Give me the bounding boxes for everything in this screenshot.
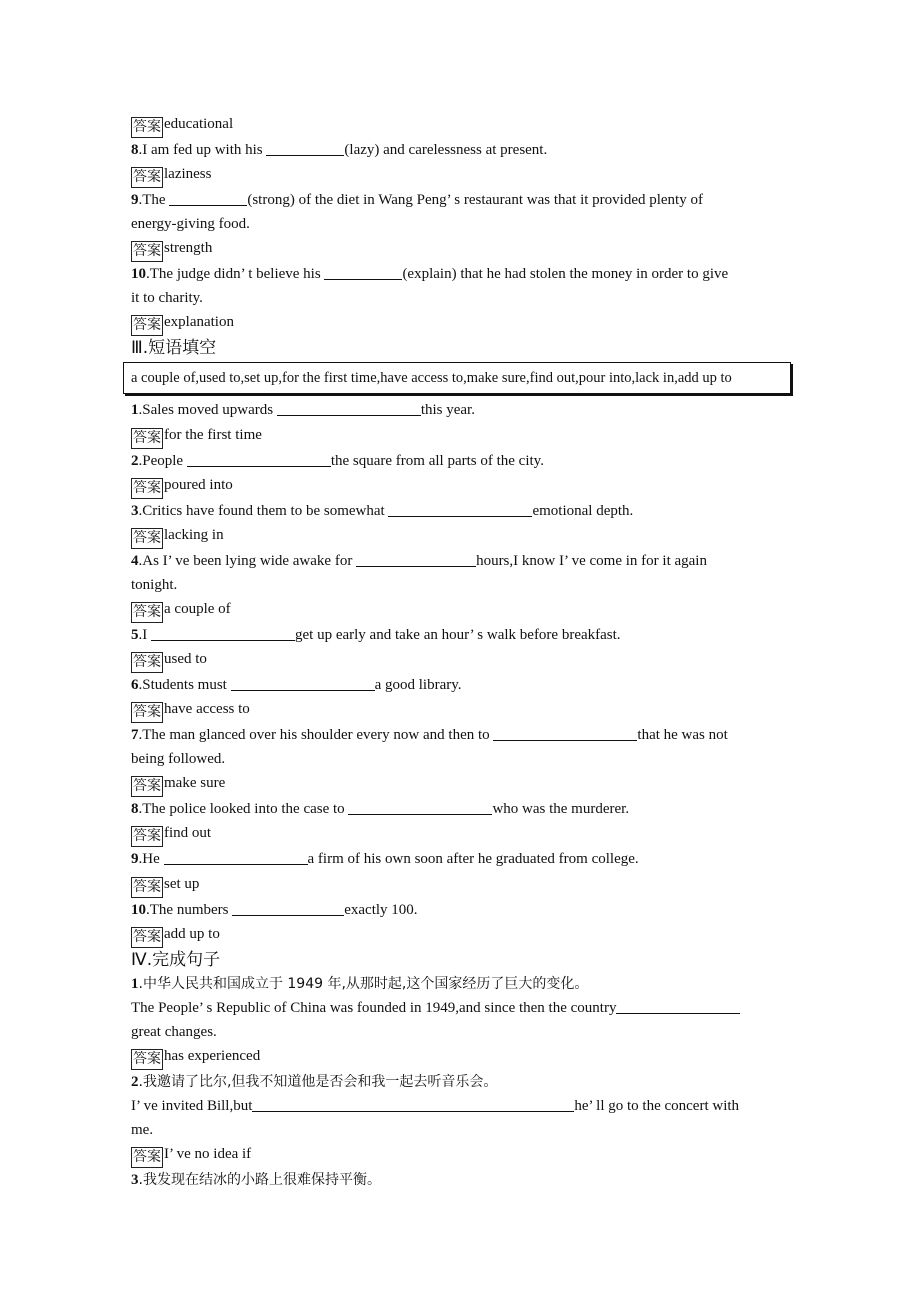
answer-text: educational [164,116,234,132]
answer-blank[interactable] [232,901,344,916]
answer-line [131,771,791,797]
answer-tag: 答案 [131,315,163,336]
question-text: exactly 100. [344,901,418,918]
question-text: who was the murderer. [492,801,630,818]
question-text: .I am fed up with his [138,142,267,158]
question-line [131,673,791,697]
answer-tag: 答案 [131,241,163,262]
answer-line [131,597,791,623]
question-number: 3 [131,502,139,519]
question-continuation: me. [131,1122,154,1139]
question-text: .The police looked into the case to [138,801,349,818]
answer-text: used to [164,651,207,668]
question-number: 3 [131,1172,139,1189]
question-number: 10 [131,266,146,283]
question-line [131,723,791,747]
answer-line [131,523,791,549]
answer-tag: 答案 [131,528,163,549]
answer-text: lacking in [164,526,224,543]
answer-blank[interactable] [616,999,740,1014]
answer-text: explanation [164,314,234,331]
question-line [131,797,791,821]
question-text: (strong) of the diet in Wang Peng’ s restaurant was that it provided plenty of [247,192,703,209]
question-number: 2 [131,452,139,469]
phrase-box: a couple of,used to,set up,for the first time,have access to,make sure,find out,pour into,lack in,add up to [123,362,791,394]
document-content [131,112,791,1192]
question-text: .The judge didn’ t believe his [146,266,325,283]
section-title: Ⅲ.短语填空 [131,338,217,359]
question-text: (lazy) and carelessness at present. [344,142,548,158]
question-line [131,138,791,162]
question-line [131,499,791,523]
question-number: 4 [131,552,139,569]
question-text: this year. [420,402,475,419]
question-text: a good library. [374,677,462,694]
question-line [131,1168,791,1192]
question-number: 9 [131,192,139,209]
question-number: 10 [131,901,146,918]
answer-tag: 答案 [131,927,163,948]
answer-blank[interactable] [164,850,308,865]
answer-text: I’ ve no idea if [164,1146,252,1163]
question-text: .People [138,452,187,469]
question-text: the square from all parts of the city. [330,452,544,469]
question-number: 2 [131,1073,139,1090]
question-text: .The numbers [146,901,233,918]
question-number: 1 [131,975,139,992]
answer-text: has experienced [164,1047,261,1064]
answer-line [131,1142,791,1168]
answer-line [131,697,791,723]
question-line [131,262,791,286]
answer-text: for the first time [164,426,262,443]
answer-tag: 答案 [131,826,163,847]
question-line [131,972,791,996]
question-text: The People’ s Republic of China was founded in 1949,and since then the country [131,999,617,1016]
question-text: (explain) that he had stolen the money in order to give [402,266,729,283]
answer-text: add up to [164,925,220,942]
answer-line [131,310,791,336]
question-text: I’ ve invited Bill,but [131,1097,253,1114]
question-number: 7 [131,727,139,744]
question-line [131,847,791,871]
answer-tag: 答案 [131,1147,163,1168]
question-text: hours,I know I’ ve come in for it again [476,552,707,569]
question-line [131,1070,791,1094]
question-number: 6 [131,677,139,694]
answer-blank[interactable] [356,552,476,567]
answer-tag: 答案 [131,428,163,449]
question-text: get up early and take an hour’ s walk before breakfast. [295,626,621,643]
answer-text: poured into [164,476,233,493]
question-text: .He [138,851,164,868]
answer-text: make sure [164,775,226,792]
answer-line [131,922,791,948]
answer-tag: 答案 [131,702,163,723]
answer-line [131,1044,791,1070]
question-line [131,188,791,212]
question-number: 5 [131,626,139,643]
question-line [131,449,791,473]
question-continuation: tonight. [131,576,178,593]
answer-blank[interactable] [493,726,637,741]
question-text: he’ ll go to the concert with [574,1097,740,1114]
answer-line [131,821,791,847]
answer-line [131,423,791,449]
answer-line [131,236,791,262]
answer-blank[interactable] [277,401,421,416]
answer-blank[interactable] [324,265,402,280]
question-line [131,996,791,1020]
answer-text: strength [164,240,213,257]
answer-tag: 答案 [131,167,163,188]
chinese-prompt: .我邀请了比尔,但我不知道他是否会和我一起去听音乐会。 [138,1073,498,1090]
question-line [131,1094,791,1118]
answer-tag: 答案 [131,117,163,138]
answer-blank[interactable] [348,800,492,815]
answer-text: find out [164,825,212,842]
section3-items [131,398,791,947]
answer-blank[interactable] [266,141,344,156]
question-text: a firm of his own soon after he graduated from college. [307,851,639,868]
answer-blank[interactable] [187,452,331,467]
question-text: .As I’ ve been lying wide awake for [138,552,357,569]
question-line [131,549,791,573]
question-continuation: great changes. [131,1023,217,1040]
question-line [131,623,791,647]
answer-blank[interactable] [151,626,295,641]
question-line [131,898,791,922]
question-text: .I [138,626,151,643]
answer-tag: 答案 [131,478,163,499]
question-number: 8 [131,801,139,818]
answer-text: laziness [164,166,212,183]
answer-line [131,872,791,898]
question-continuation: being followed. [131,751,226,768]
answer-tag: 答案 [131,652,163,673]
answer-tag: 答案 [131,776,163,797]
answer-line [131,647,791,673]
answer-tag: 答案 [131,602,163,623]
answer-blank[interactable] [252,1097,574,1112]
question-number: 8 [131,142,139,158]
answer-text: have access to [164,701,250,718]
question-number: 9 [131,851,139,868]
answer-blank[interactable] [169,191,247,206]
question-text: .Critics have found them to be somewhat [138,502,389,519]
answer-blank[interactable] [231,676,375,691]
question-text: .Sales moved upwards [138,402,277,419]
answer-line [131,162,791,188]
question-text: .The [138,192,170,209]
answer-tag: 答案 [131,1049,163,1070]
question-line [131,398,791,422]
question-number: 1 [131,402,139,419]
answer-line [131,473,791,499]
question-continuation: energy-giving food. [131,216,250,233]
question-text: emotional depth. [532,502,634,519]
chinese-prompt: .我发现在结冰的小路上很难保持平衡。 [138,1172,381,1189]
answer-line [131,112,791,138]
answer-text: a couple of [164,600,231,617]
question-text: .Students must [138,677,231,694]
section-title: Ⅳ.完成句子 [131,949,221,970]
answer-tag: 答案 [131,877,163,898]
question-text: .The man glanced over his shoulder every now and then to [138,727,494,744]
answer-blank[interactable] [388,502,532,517]
question-continuation: it to charity. [131,290,203,307]
question-text: that he was not [637,727,728,744]
chinese-prompt: .中华人民共和国成立于 1949 年,从那时起,这个国家经历了巨大的变化。 [138,975,589,992]
answer-text: set up [164,875,200,892]
